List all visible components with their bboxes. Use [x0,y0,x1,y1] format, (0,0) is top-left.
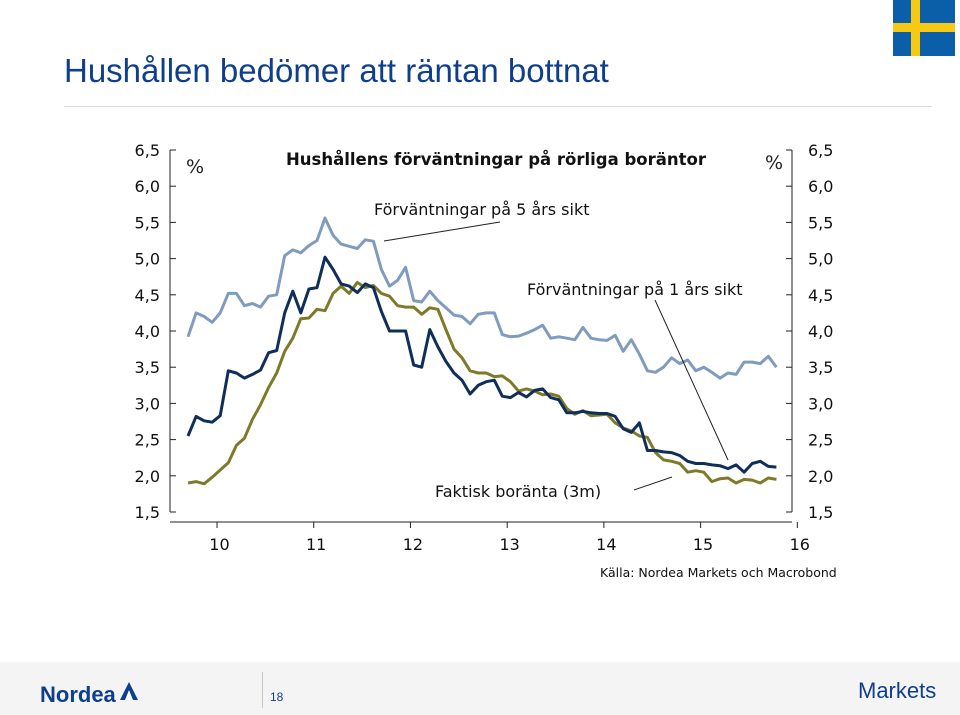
right-y-tick-label: 4,5 [808,285,834,305]
left-y-tick-label: 6,0 [134,177,160,197]
source-note: Källa: Nordea Markets och Macrobond [600,565,837,580]
right-y-tick-label: 3,0 [808,394,834,414]
left-y-axis [135,141,176,522]
markets-logo: Markets [858,678,937,703]
right-y-tick-label: 5,0 [808,249,834,269]
right-y-tick-label: 3,5 [808,358,834,378]
footer-divider [262,672,263,708]
nordea-logo-text: Nordea [40,682,116,707]
right-y-tick-label: 4,0 [808,322,834,341]
x-tick-label: 11 [306,535,327,554]
left-y-tick-label: 6,5 [134,141,160,160]
footer-band [0,662,960,715]
nordea-logo [40,676,140,710]
nordea-sail-icon [118,680,140,702]
x-axis [170,522,810,554]
x-tick-label: 16 [789,535,810,554]
left-y-tick-label: 4,5 [134,285,160,305]
left-y-tick-label: 2,5 [134,430,160,450]
right-y-tick-label: 1,5 [808,503,834,522]
left-y-tick-label: 1,5 [134,503,160,522]
left-y-tick-label: 2,0 [134,466,160,486]
leader-5y [384,222,500,241]
right-y-tick-label: 2,5 [808,430,834,450]
annotation-leaders [384,222,728,490]
left-y-tick-label: 3,5 [134,358,160,378]
left-y-tick-label: 3,0 [134,394,160,414]
left-y-tick-label: 5,0 [134,249,160,269]
left-unit-label: % [186,156,205,178]
leader-actual [634,477,672,490]
right-y-axis [786,141,833,522]
slide-title: Hushållen bedömer att räntan bottnat [64,52,609,89]
annotation-5y: Förväntningar på 5 års sikt [374,200,590,219]
leader-1y [655,300,728,460]
x-tick-label: 12 [402,535,424,554]
x-tick-label: 10 [209,535,230,554]
x-tick-label: 15 [692,535,714,554]
right-unit-label: % [765,152,784,174]
annotation-actual: Faktisk boränta (3m) [435,482,602,501]
annotation-1y: Förväntningar på 1 års sikt [527,280,743,299]
series-layer [188,218,776,484]
page-number: 18 [270,690,284,704]
left-y-tick-label: 4,0 [134,322,160,341]
right-y-tick-label: 2,0 [808,466,834,486]
right-y-tick-label: 6,0 [808,177,834,197]
right-y-tick-label: 6,5 [808,141,834,160]
chart-title: Hushållens förväntningar på rörliga boräntor [285,150,707,169]
left-y-tick-label: 5,5 [134,213,160,233]
x-tick-label: 13 [499,535,520,554]
right-y-tick-label: 5,5 [808,213,834,233]
x-tick-label: 14 [596,535,617,554]
